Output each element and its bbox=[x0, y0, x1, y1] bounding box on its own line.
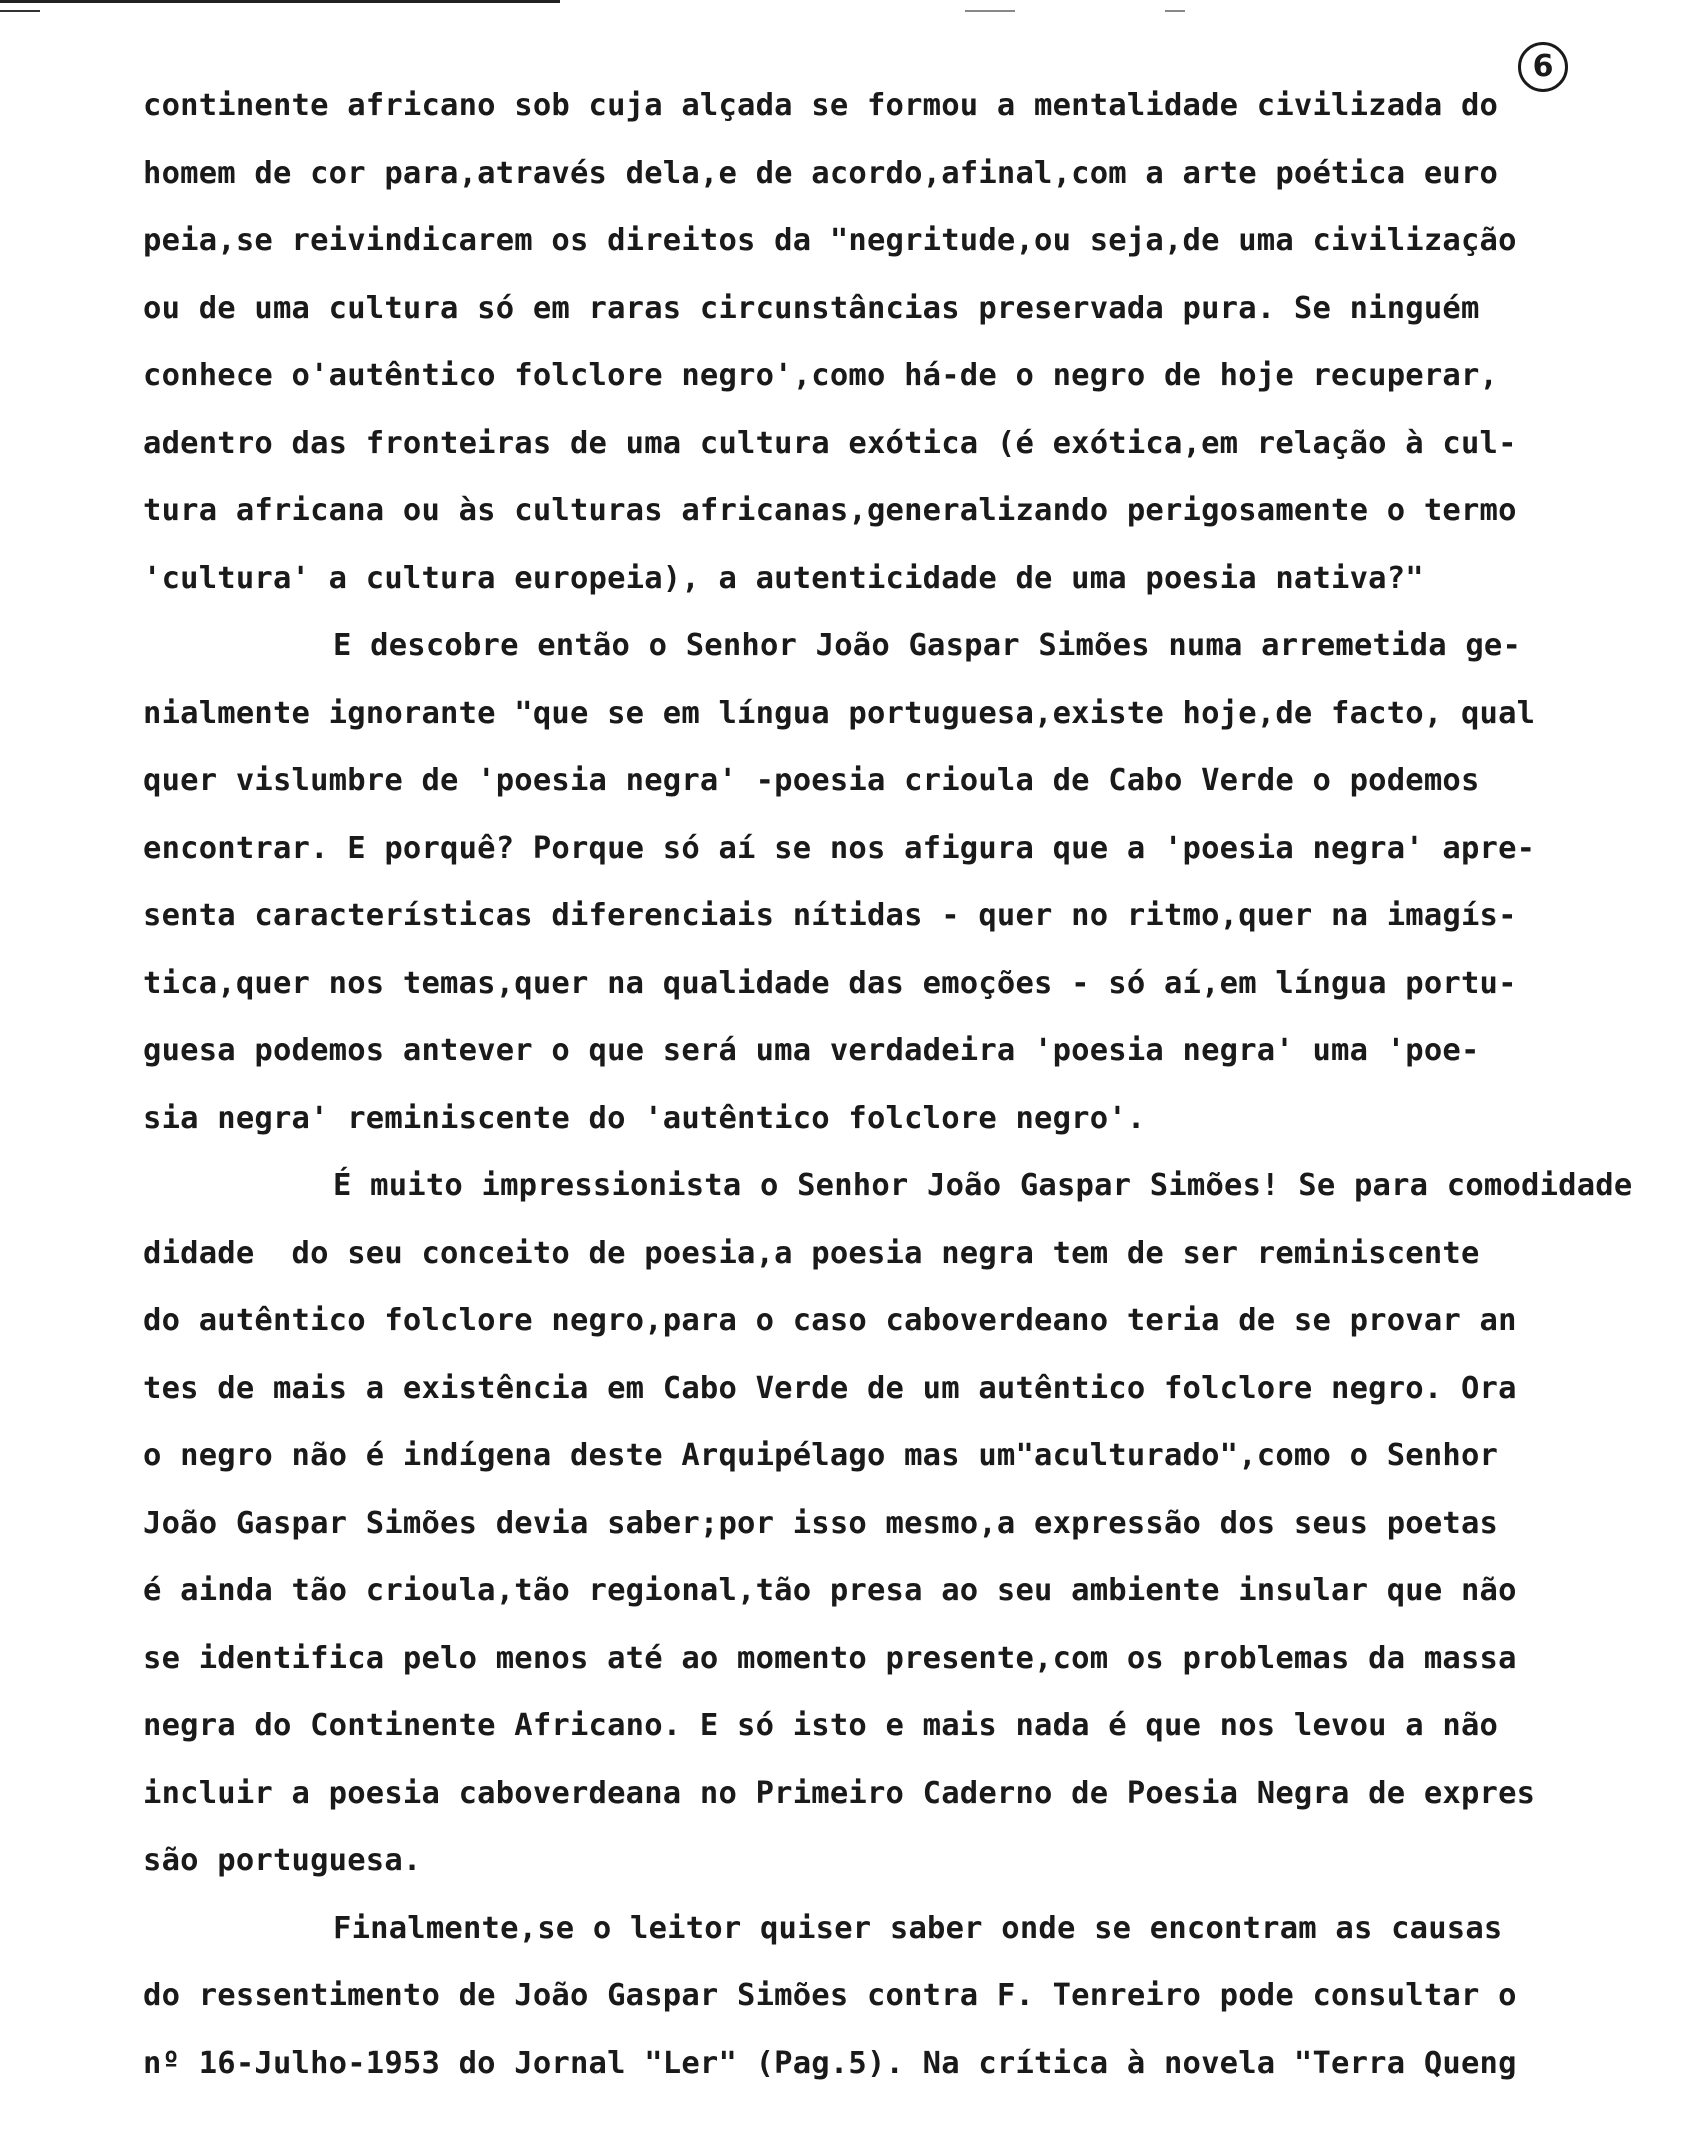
text-line: do autêntico folclore negro,para o caso caboverdeano teria de se provar an bbox=[143, 1303, 1517, 1338]
text-line: adentro das fronteiras de uma cultura exótica (é exótica,em relação à cul- bbox=[143, 425, 1517, 461]
text-line: encontrar. E porquê? Porque só aí se nos afigura que a 'poesia negra' apre- bbox=[143, 830, 1536, 866]
top-edge-dash bbox=[1165, 10, 1185, 12]
text-line: incluir a poesia caboverdeana no Primeiro Caderno de Poesia Negra de expres bbox=[143, 1775, 1536, 1811]
text-line: continente africano sob cuja alçada se formou a mentalidade civilizada do bbox=[143, 88, 1499, 123]
text-line: são portuguesa. bbox=[143, 1843, 422, 1878]
text-line: se identifica pelo menos até ao momento presente,com os problemas da massa bbox=[143, 1640, 1517, 1676]
top-edge-mark bbox=[0, 10, 40, 12]
text-line: tes de mais a existência em Cabo Verde de um autêntico folclore negro. Ora bbox=[143, 1370, 1517, 1406]
text-line: negra do Continente Africano. E só isto e mais nada é que nos levou a não bbox=[143, 1708, 1499, 1743]
text-line: homem de cor para,através dela,e de acordo,afinal,com a arte poética euro bbox=[143, 155, 1499, 191]
top-edge-rule bbox=[0, 0, 560, 3]
page-number: 6 bbox=[1518, 42, 1568, 92]
text-line: é ainda tão crioula,tão regional,tão presa ao seu ambiente insular que não bbox=[143, 1573, 1517, 1608]
text-line: o negro não é indígena deste Arquipélago mas um"aculturado",como o Senhor bbox=[143, 1438, 1499, 1473]
top-edge-dash bbox=[965, 10, 1015, 12]
paragraph-start-line: E descobre então o Senhor João Gaspar Simões numa arremetida ge- bbox=[333, 628, 1522, 663]
text-line: nialmente ignorante "que se em língua portuguesa,existe hoje,de facto, qual bbox=[143, 695, 1536, 731]
body-text bbox=[143, 72, 1633, 2097]
text-line: conhece o'autêntico folclore negro',como há-de o negro de hoje recuperar, bbox=[143, 358, 1499, 393]
paragraph-start-line: É muito impressionista o Senhor João Gaspar Simões! Se para comodidade bbox=[333, 1168, 1633, 1203]
text-line: senta características diferenciais nítidas - quer no ritmo,quer na imagís- bbox=[143, 898, 1517, 933]
text-line: nº 16-Julho-1953 do Jornal "Ler" (Pag.5). Na crítica à novela "Terra Queng bbox=[143, 2045, 1517, 2081]
text-line: tura africana ou às culturas africanas,generalizando perigosamente o termo bbox=[143, 493, 1517, 528]
text-line: do ressentimento de João Gaspar Simões contra F. Tenreiro pode consultar o bbox=[143, 1978, 1517, 2013]
text-line: guesa podemos antever o que será uma verdadeira 'poesia negra' uma 'poe- bbox=[143, 1033, 1480, 1068]
text-line: peia,se reivindicarem os direitos da "negritude,ou seja,de uma civilização bbox=[143, 223, 1517, 258]
text-line: ou de uma cultura só em raras circunstâncias preservada pura. Se ninguém bbox=[143, 290, 1480, 326]
text-line: didade do seu conceito de poesia,a poesia negra tem de ser reminiscente bbox=[143, 1235, 1480, 1271]
text-line: quer vislumbre de 'poesia negra' -poesia crioula de Cabo Verde o podemos bbox=[143, 763, 1480, 798]
text-line: tica,quer nos temas,quer na qualidade das emoções - só aí,em língua portu- bbox=[143, 965, 1517, 1001]
text-line: sia negra' reminiscente do 'autêntico folclore negro'. bbox=[143, 1100, 1146, 1136]
text-line: 'cultura' a cultura europeia), a autenticidade de uma poesia nativa?" bbox=[143, 560, 1424, 596]
paragraph-start-line: Finalmente,se o leitor quiser saber onde se encontram as causas bbox=[333, 1910, 1503, 1946]
text-line: João Gaspar Simões devia saber;por isso mesmo,a expressão dos seus poetas bbox=[143, 1505, 1499, 1541]
